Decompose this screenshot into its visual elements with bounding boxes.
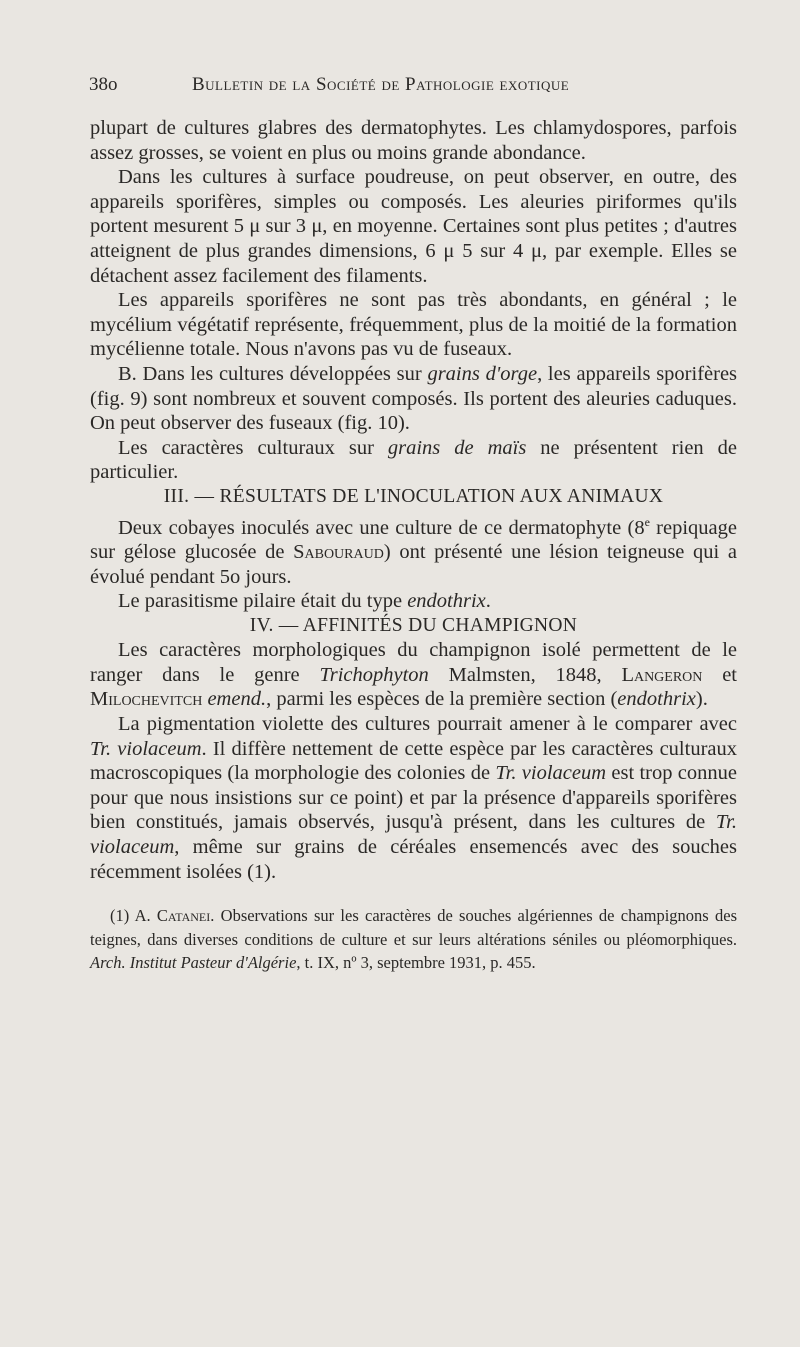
paragraph-inoculation: Deux cobayes inoculés avec une culture de ce dermatophyte (8e repiquage sur gélose glucosée de Sabouraud) ont présenté une lésion teigneuse qui a évolué pendant 5o jours. bbox=[90, 514, 737, 588]
main-text bbox=[90, 116, 737, 975]
journal-title: Bulletin de la Société de Pathologie exotique bbox=[192, 74, 570, 95]
paragraph-pigmentation: La pigmentation violette des cultures pourrait amener à le comparer avec Tr. violaceum. Il diffère nettement de cette espèce par les caractères culturaux macroscopiques (la morphologie des colonies de Tr. violaceum est trop connue pour que nous insistions sur ce point) et par la présence d'appareils sporifères bien constitués, jamais observés, jusqu'à présent, dans les cultures de Tr. violaceum, même sur grains de céréales ensemencés avec des souches récemment isolées (1). bbox=[90, 713, 737, 883]
paragraph-barley-grains: B. Dans les cultures développées sur grains d'orge, les appareils sporifères (fig. 9) sont nombreux et souvent composés. Ils portent des aleuries caduques. On peut observer des fuseaux (fig. 10). bbox=[90, 362, 738, 435]
paragraph-maize-grains: Les caractères culturaux sur grains de maïs ne présentent rien de particulier. bbox=[90, 436, 737, 484]
footnote bbox=[90, 904, 737, 975]
paragraph-continuation: plupart de cultures glabres des dermatophytes. Les chlamydospores, parfois assez grosses, se voient en plus ou moins grande abondance. bbox=[90, 117, 737, 164]
footnote-text: (1) A. Catanei. Observations sur les caractères de souches algériennes de champignons des teignes, dans diverses conditions de culture et sur leurs altérations séniles ou pléomorphiques. Arch. Institut Pasteur d'Algérie, t. IX, nº 3, septembre 1931, p. 455. bbox=[90, 906, 737, 973]
paragraph-morphology: Les caractères morphologiques du champignon isolé permettent de le ranger dans le genre Trichophyton Malmsten, 1848, Langeron et Milochevitch emend., parmi les espèces de la première section (endothrix). bbox=[90, 639, 737, 711]
paragraph-powdery-cultures: Dans les cultures à surface poudreuse, on peut observer, en outre, des appareils sporifères, simples ou composés. Les aleuries piriformes qu'ils portent mesurent 5 μ sur 3 μ, en moyenne. Certaines sont plus petites ; d'autres atteignent de plus grandes dimensions, 6 μ 5 sur 4 μ, par exemple. Elles se détachent assez facilement des filaments. bbox=[90, 166, 737, 287]
page-number: 38o bbox=[89, 74, 118, 95]
running-header bbox=[89, 74, 729, 102]
section-heading-iii: III. — RÉSULTATS DE L'INOCULATION AUX ANIMAUX bbox=[163, 485, 664, 507]
paragraph-sporiferous-apparatus: Les appareils sporifères ne sont pas très abondants, en général ; le mycélium végétatif représente, fréquemment, plus de la moitié de la formation mycélienne totale. Nous n'avons pas vu de fuseaux. bbox=[90, 289, 737, 361]
paragraph-parasitism: Le parasitisme pilaire était du type endothrix. bbox=[118, 590, 491, 613]
section-heading-iv: IV. — AFFINITÉS DU CHAMPIGNON bbox=[249, 614, 578, 636]
